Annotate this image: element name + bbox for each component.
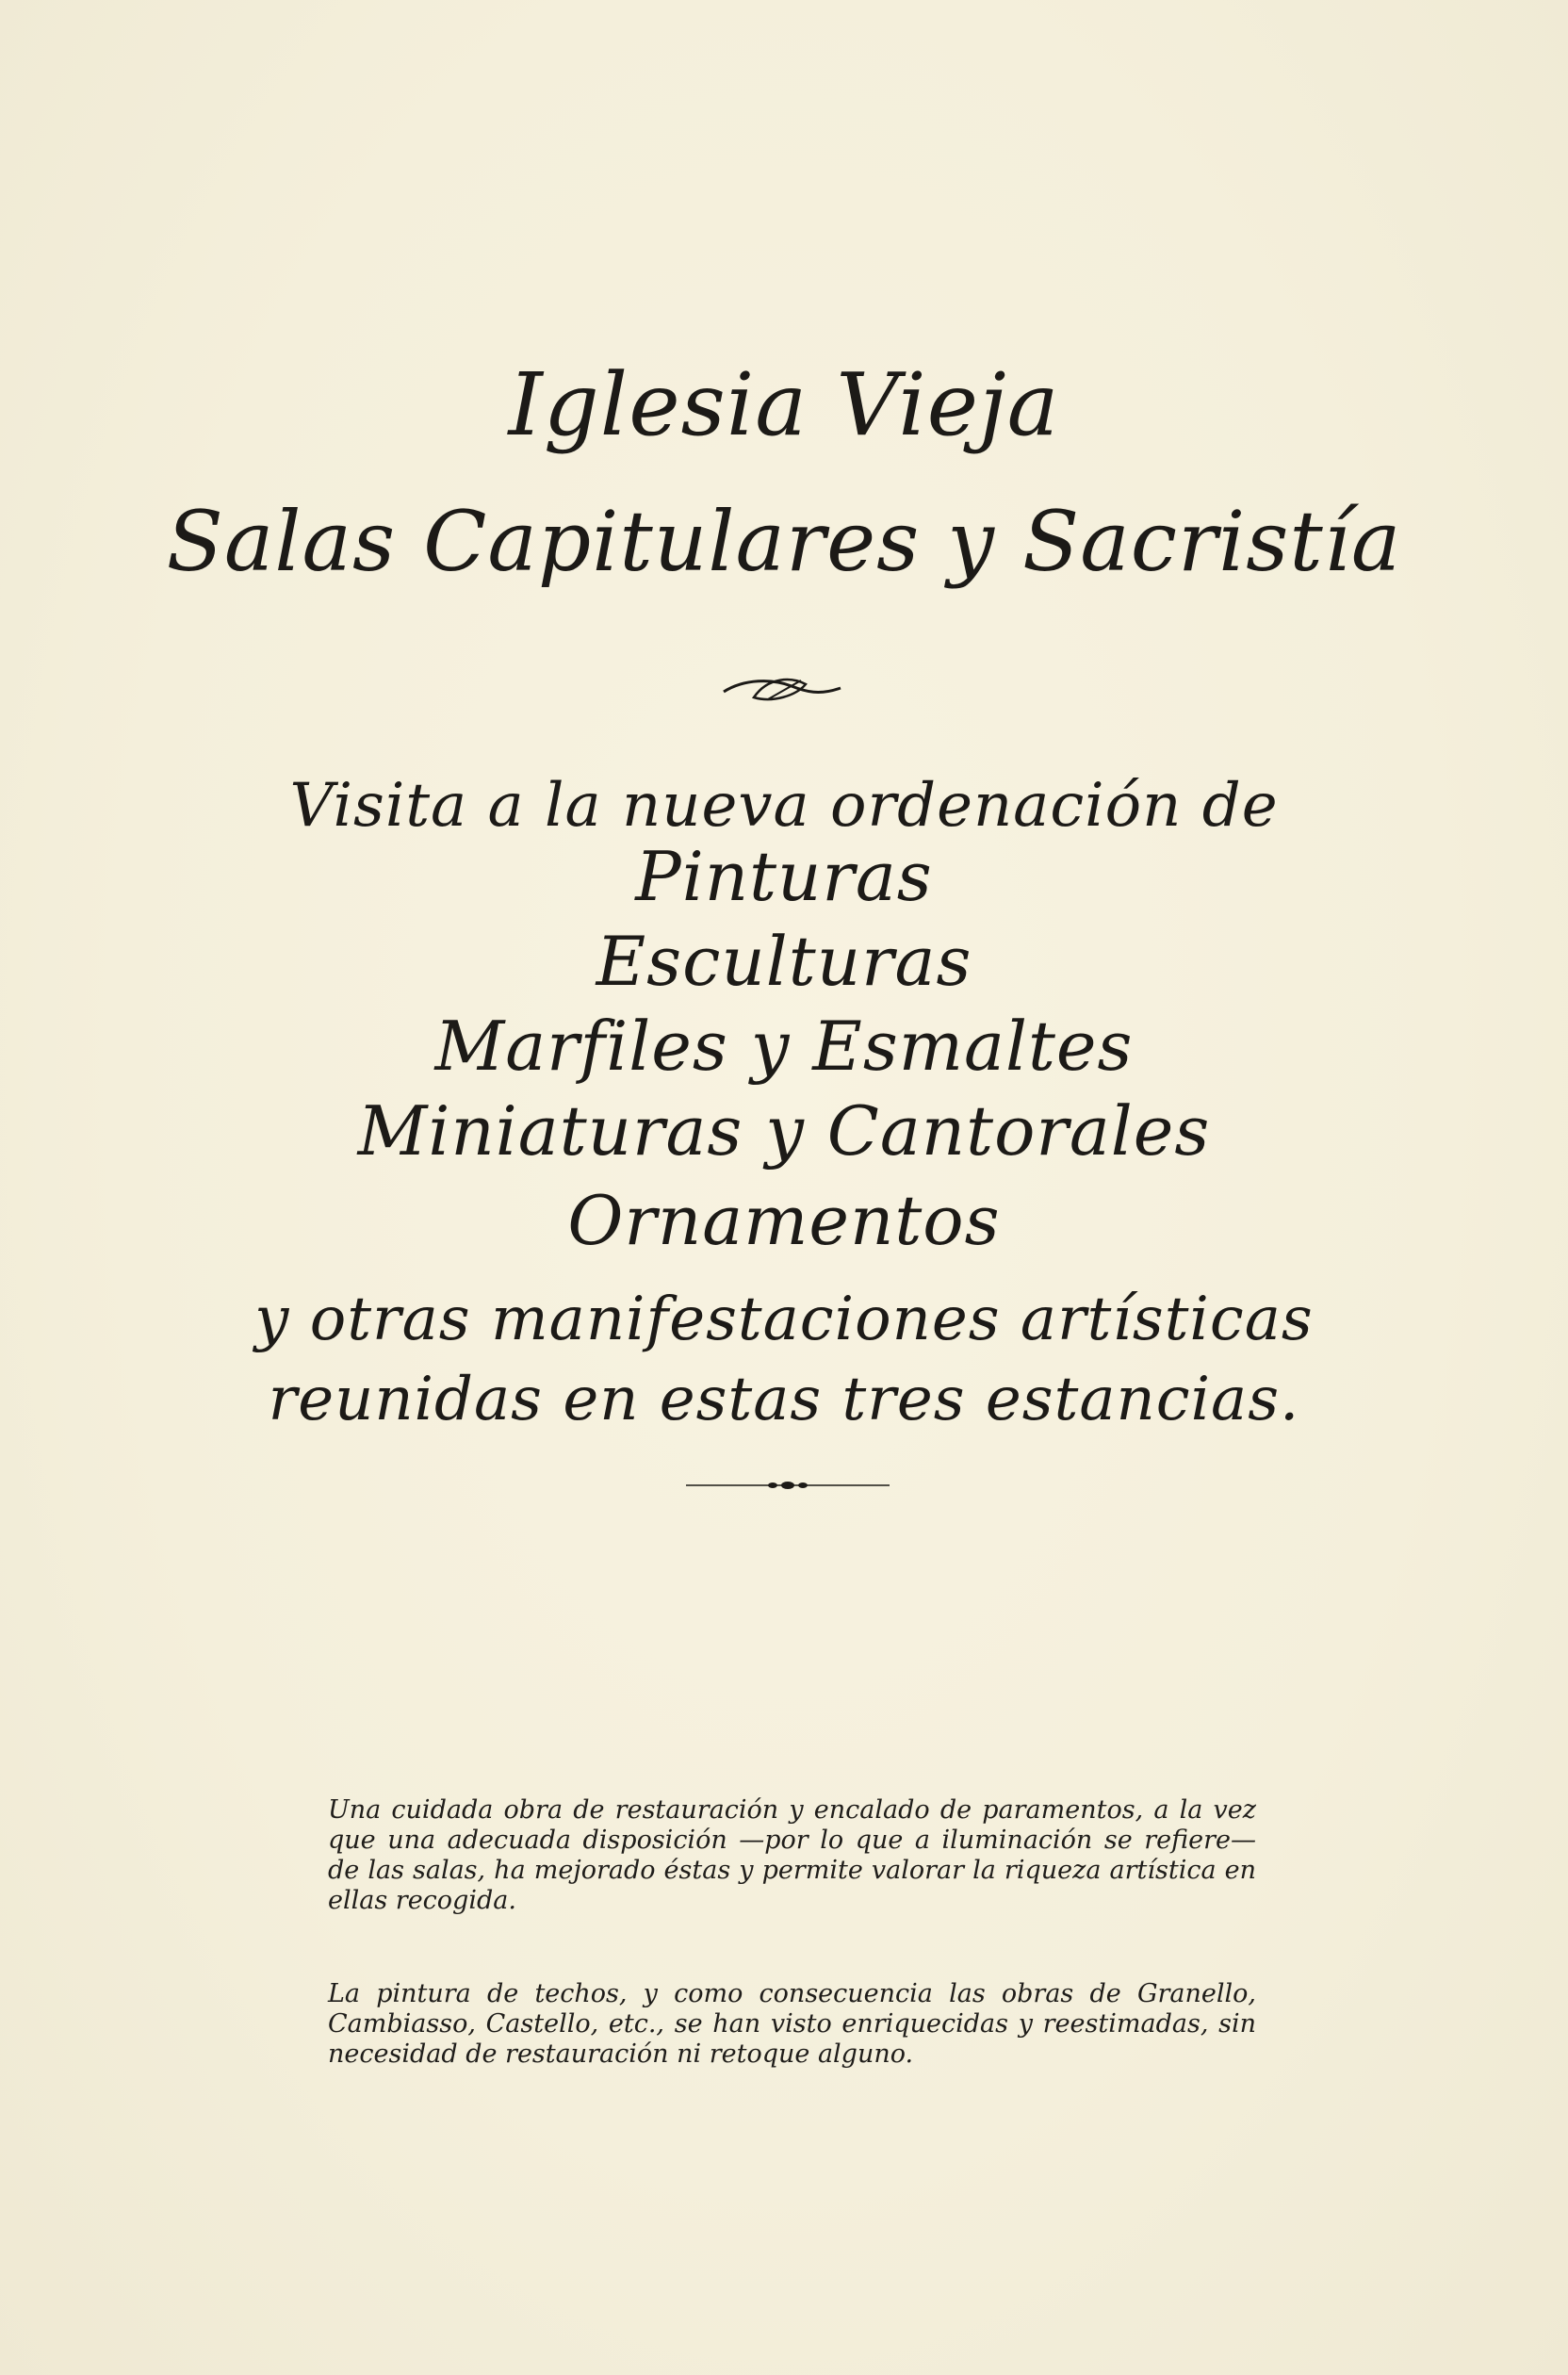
paragraph-ceiling-painting: La pintura de techos, y como consecuencia las obras de Granello, Cambiasso, Castello, etc., se han visto enriquecidas y reestimadas, sin necesidad de restauración ni retoque alguno. (328, 1979, 1256, 2069)
flourish-ornament-icon (716, 671, 848, 709)
closing-line-2: reunidas en estas tres estancias. (268, 1365, 1300, 1434)
closing-line-1: y otras manifestaciones artísticas (254, 1285, 1314, 1354)
item-miniaturas-cantorales: Miniaturas y Cantorales (357, 1091, 1211, 1171)
title-line-1: Iglesia Vieja (508, 354, 1060, 455)
item-marfiles-esmaltes: Marfiles y Esmaltes (434, 1007, 1134, 1086)
visit-subtitle: Visita a la nueva ordenación de (289, 771, 1279, 841)
paragraph-restoration: Una cuidada obra de restauración y encalado de paramentos, a la vez que una adecuada disposición —por lo que a iluminación se refiere— de las salas, ha mejorado éstas y permite valorar la riqueza artística en ellas recogida. (328, 1795, 1256, 1915)
item-ornamentos: Ornamentos (567, 1181, 1001, 1260)
beaded-rule-icon (686, 1478, 890, 1493)
title-line-2: Salas Capitulares y Sacristía (166, 493, 1402, 590)
item-esculturas: Esculturas (596, 922, 972, 1001)
item-pinturas: Pinturas (635, 837, 933, 916)
